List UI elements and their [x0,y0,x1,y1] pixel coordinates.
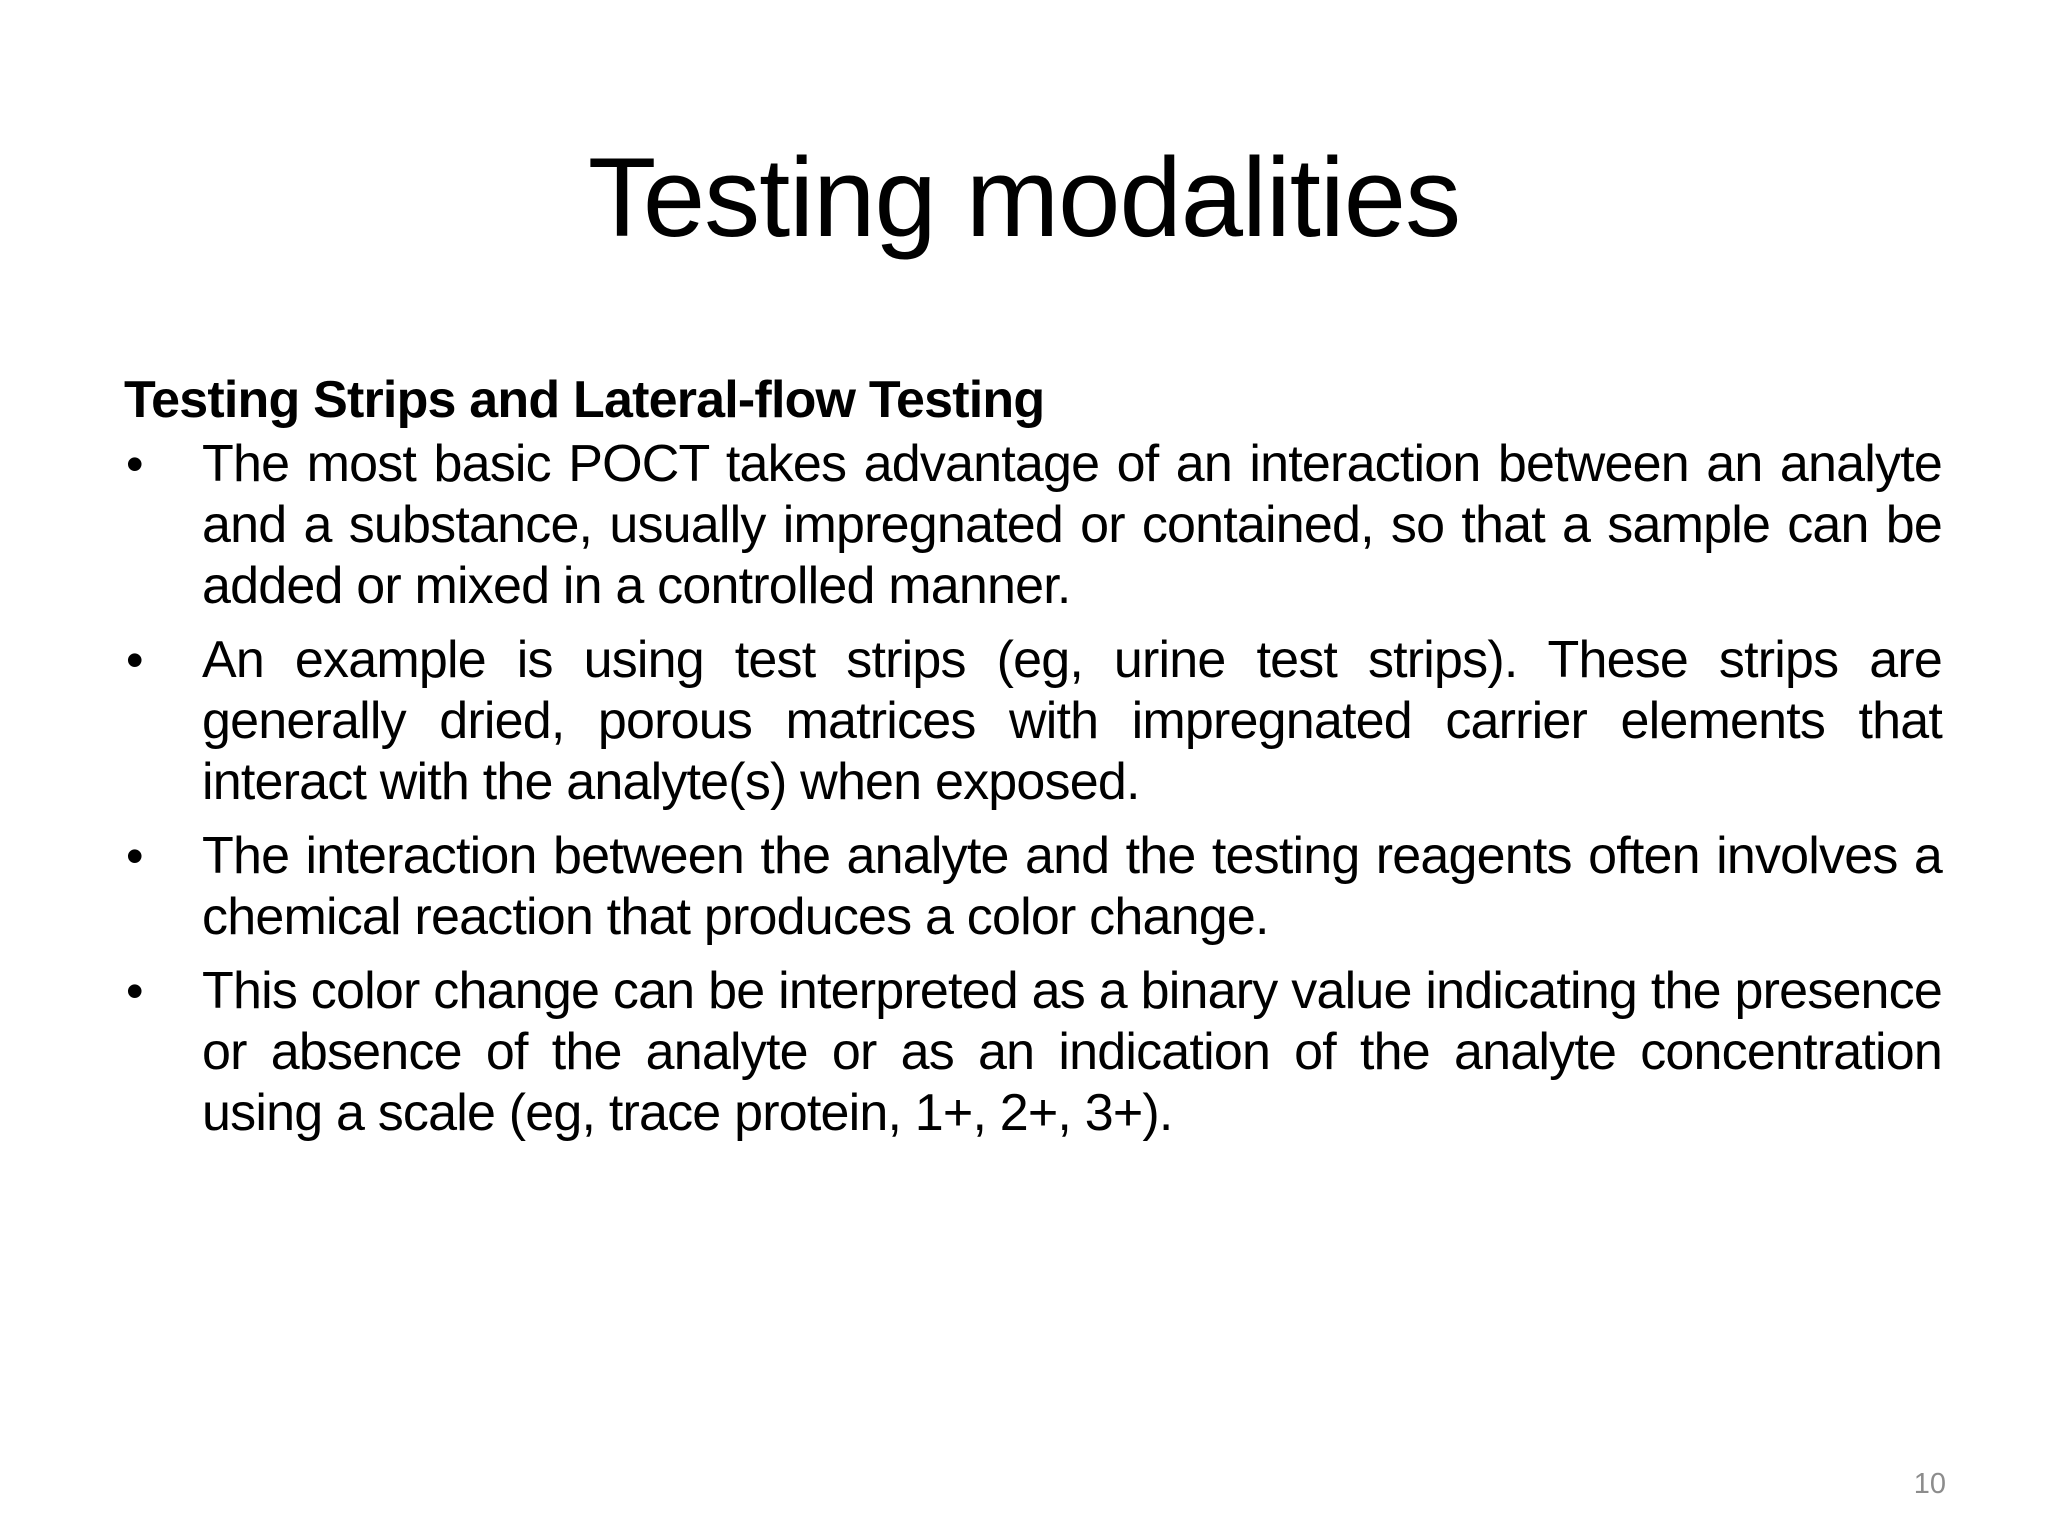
bullet-item [124,434,1942,617]
bullet-icon: • [126,436,143,492]
bullet-item [124,630,1942,813]
bullet-icon: • [126,632,143,688]
bullet-item [124,961,1942,1144]
bullet-text: The interaction between the analyte and the testing reagents often involves a chemical reaction that produces a color change. [202,827,1942,946]
bullet-icon: • [126,828,143,884]
bullet-icon: • [126,963,143,1019]
bullet-text: The most basic POCT takes advantage of an interaction between an analyte and a substance, usually impregnated or contained, so that a sample can be added or mixed in a controlled manner. [202,435,1942,615]
bullet-text: This color change can be interpreted as a binary value indicating the presence or absence of the analyte or as an indication of the analyte concentration using a scale (eg, trace protein, 1+, 2+, 3+). [202,962,1942,1142]
page-number: 10 [1913,1468,1946,1500]
bullet-text: An example is using test strips (eg, urine test strips). These strips are generally dried, porous matrices with impregnated carrier elements that interact with the analyte(s) when exposed. [202,631,1942,811]
bullet-list [124,434,1942,1144]
slide-title: Testing modalities [587,135,1461,260]
section-subheading: Testing Strips and Lateral-flow Testing [124,371,1045,429]
bullet-item [124,826,1942,948]
slide-content [124,368,1942,1157]
